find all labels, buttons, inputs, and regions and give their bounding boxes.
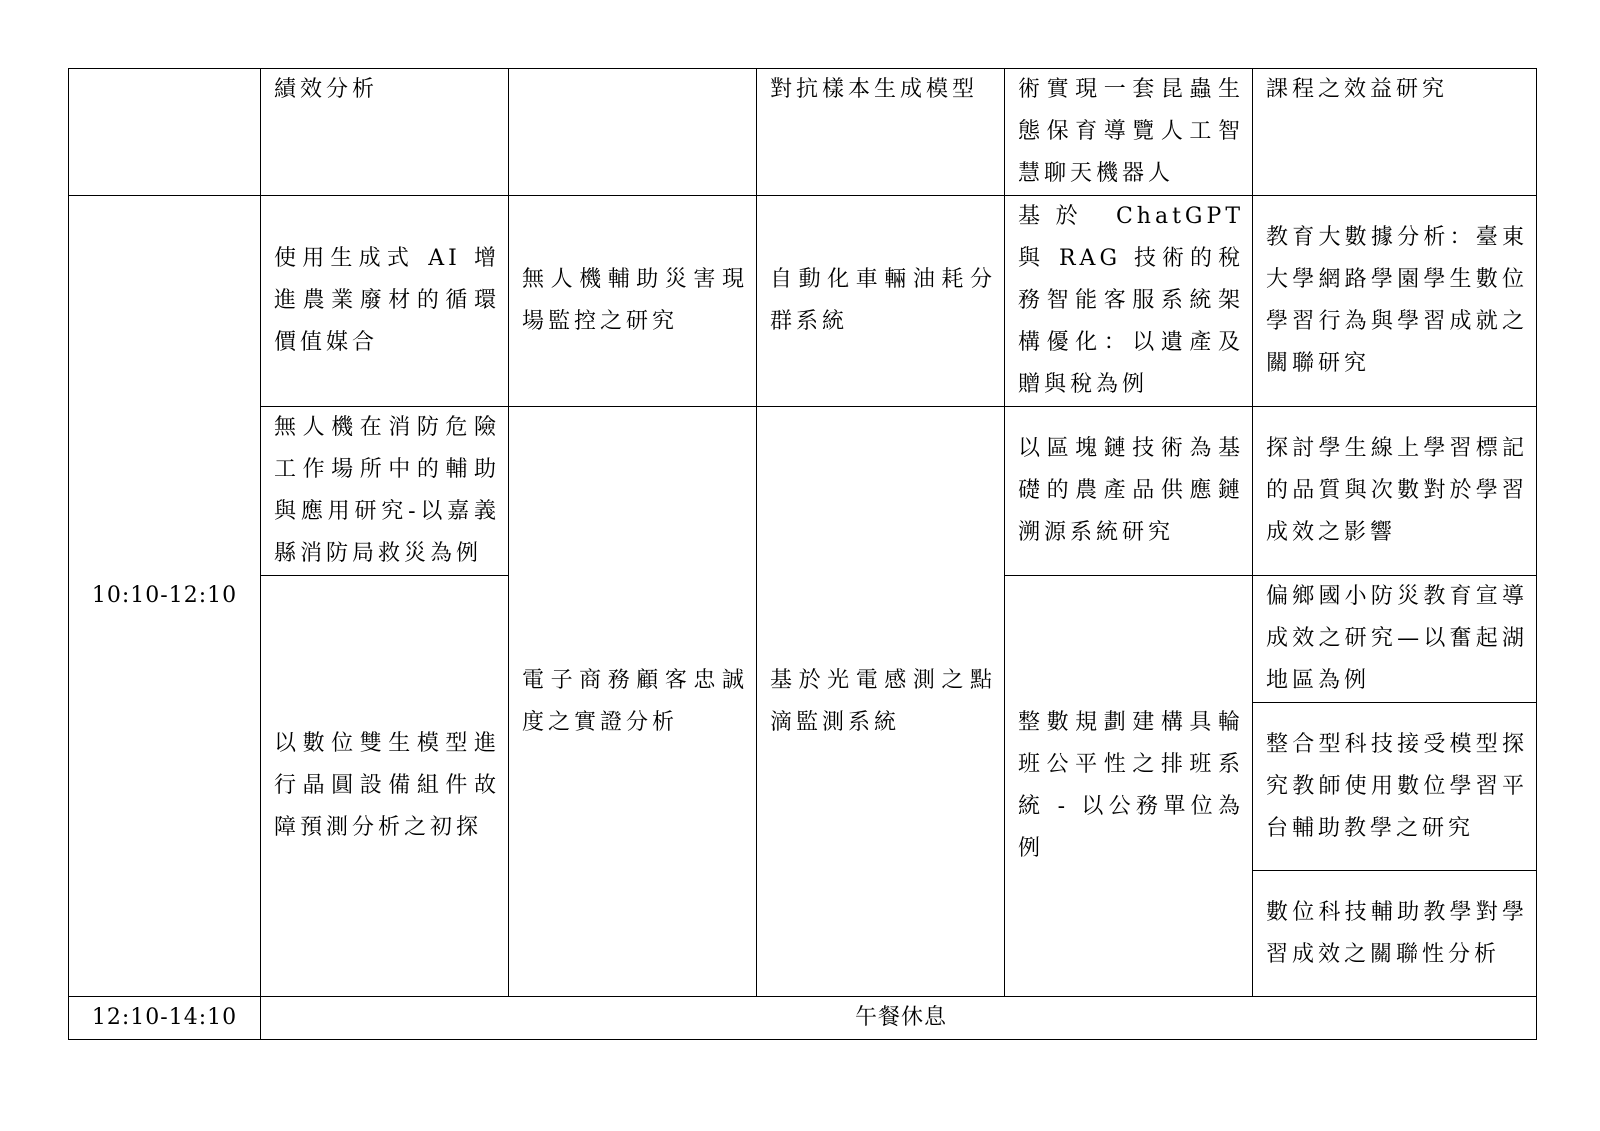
paper-cell: 以區塊鏈技術為基礎的農產品供應鏈溯源系統研究 xyxy=(1005,407,1253,576)
paper-cell: 對抗樣本生成模型 xyxy=(757,69,1005,196)
paper-cell: 無人機輔助災害現場監控之研究 xyxy=(509,196,757,407)
session-time-cell: 10:10-12:10 xyxy=(69,196,261,997)
table-row xyxy=(69,69,1537,196)
paper-cell: 教育大數據分析：臺東大學網路學園學生數位學習行為與學習成就之關聯研究 xyxy=(1253,196,1537,407)
paper-cell: 無人機在消防危險工作場所中的輔助與應用研究-以嘉義縣消防局救災為例 xyxy=(261,407,509,576)
lunch-break-cell: 午餐休息 xyxy=(261,997,1537,1040)
paper-cell: 偏鄉國小防災教育宣導成效之研究—以奮起湖地區為例 xyxy=(1253,576,1537,703)
paper-cell: 使用生成式 AI 增進農業廢材的循環價值媒合 xyxy=(261,196,509,407)
paper-cell: 整合型科技接受模型探究教師使用數位學習平台輔助教學之研究 xyxy=(1253,703,1537,871)
paper-cell: 基於光電感測之點滴監測系統 xyxy=(757,407,1005,997)
table-row xyxy=(69,196,1537,407)
time-cell-empty xyxy=(69,69,261,196)
paper-cell: 績效分析 xyxy=(261,69,509,196)
paper-cell: 數位科技輔助教學對學習成效之關聯性分析 xyxy=(1253,871,1537,997)
paper-cell: 整數規劃建構具輪班公平性之排班系統 - 以公務單位為例 xyxy=(1005,576,1253,997)
paper-cell: 課程之效益研究 xyxy=(1253,69,1537,196)
paper-cell: 自動化車輛油耗分群系統 xyxy=(757,196,1005,407)
paper-cell: 術實現一套昆蟲生態保育導覽人工智慧聊天機器人 xyxy=(1005,69,1253,196)
table-row xyxy=(69,407,1537,576)
schedule-table xyxy=(68,68,1537,1040)
paper-cell: 以數位雙生模型進行晶圓設備組件故障預測分析之初探 xyxy=(261,576,509,997)
paper-cell: 探討學生線上學習標記的品質與次數對於學習成效之影響 xyxy=(1253,407,1537,576)
table-row xyxy=(69,997,1537,1040)
paper-cell xyxy=(509,69,757,196)
paper-cell: 基於 ChatGPT 與 RAG 技術的稅務智能客服系統架構優化：以遺產及贈與稅為例 xyxy=(1005,196,1253,407)
paper-cell: 電子商務顧客忠誠度之實證分析 xyxy=(509,407,757,997)
lunch-time-cell: 12:10-14:10 xyxy=(69,997,261,1040)
